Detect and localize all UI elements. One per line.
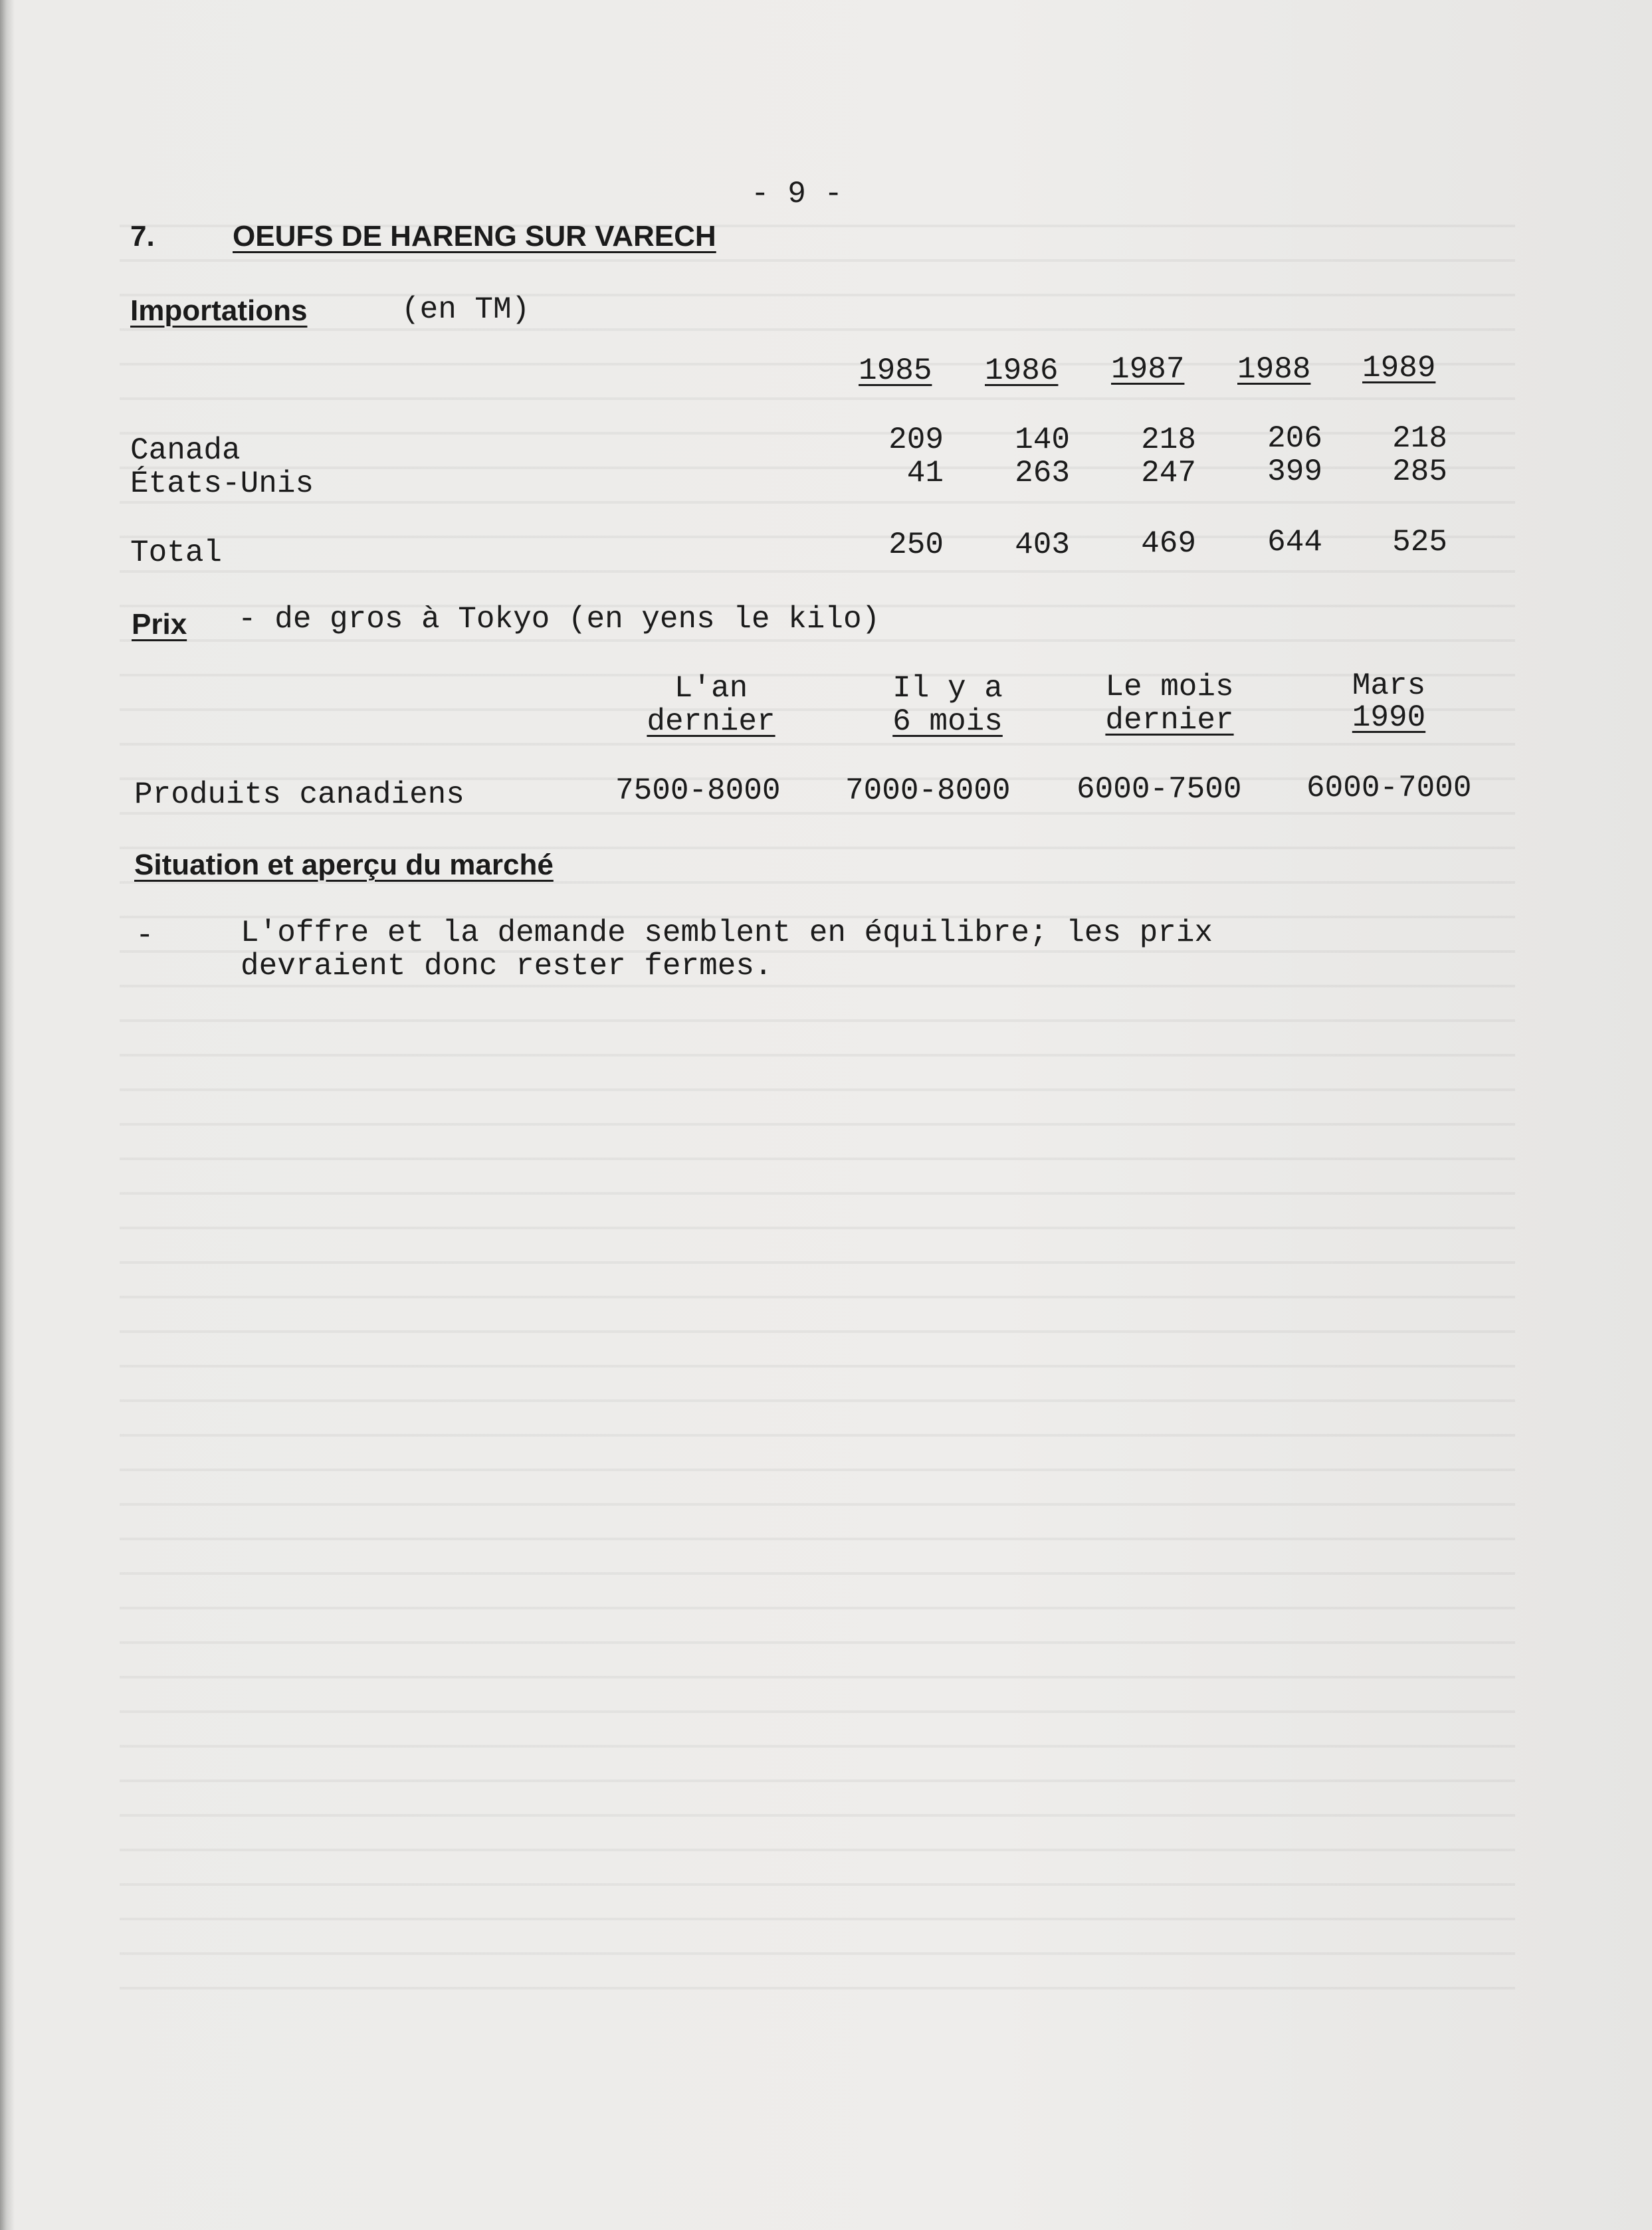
situation-line-2: devraient donc rester fermes.: [241, 949, 773, 983]
year-header: 1988: [1237, 352, 1311, 387]
row-label-canada: Canada: [130, 433, 241, 468]
price-cell: 6000-7000: [1306, 771, 1472, 805]
table-cell-total: 250: [888, 528, 944, 562]
price-cell: 6000-7500: [1077, 772, 1242, 807]
prix-subtitle: - de gros à Tokyo (en yens le kilo): [238, 602, 880, 637]
table-cell: 206: [1267, 421, 1322, 456]
row-label-total: Total: [130, 536, 223, 570]
year-header: 1989: [1362, 351, 1436, 385]
situation-line-1: L'offre et la demande semblent en équilibre; les prix: [241, 916, 1213, 950]
price-col-header: L'an: [674, 671, 748, 706]
price-col-header: dernier: [647, 704, 775, 739]
situation-heading: Situation et aperçu du marché: [134, 849, 554, 881]
section-number: 7.: [130, 220, 155, 253]
section-title: OEUFS DE HARENG SUR VARECH: [233, 220, 716, 253]
row-label-etats-unis: États-Unis: [130, 466, 314, 501]
prix-heading: Prix: [132, 608, 187, 641]
price-col-header: dernier: [1105, 703, 1234, 738]
price-row-label: Produits canadiens: [134, 777, 465, 812]
price-col-header: Le mois: [1105, 670, 1234, 704]
table-cell: 263: [1015, 456, 1070, 490]
table-cell-total: 403: [1015, 528, 1070, 562]
price-col-header: 1990: [1352, 700, 1426, 735]
table-cell: 41: [906, 456, 944, 490]
table-cell-total: 644: [1267, 525, 1322, 559]
table-cell-total: 525: [1392, 525, 1447, 559]
price-col-header: 6 mois: [892, 704, 1003, 739]
price-cell: 7500-8000: [615, 773, 781, 808]
table-cell: 209: [888, 423, 944, 457]
table-cell: 218: [1392, 421, 1447, 456]
importations-heading: Importations: [130, 294, 308, 327]
price-cell: 7000-8000: [845, 773, 1011, 808]
table-cell-total: 469: [1141, 526, 1196, 561]
year-header: 1985: [859, 354, 932, 388]
importations-unit: (en TM): [401, 292, 530, 327]
bullet-dash: -: [136, 918, 154, 953]
table-cell: 399: [1267, 455, 1322, 489]
year-header: 1986: [985, 354, 1059, 388]
table-cell: 285: [1392, 455, 1447, 489]
table-cell: 218: [1141, 423, 1196, 457]
table-cell: 247: [1141, 456, 1196, 490]
year-header: 1987: [1111, 352, 1185, 387]
price-col-header: Mars: [1352, 668, 1426, 703]
table-cell: 140: [1015, 423, 1070, 457]
price-col-header: Il y a: [892, 671, 1003, 706]
page-number: - 9 -: [751, 177, 843, 211]
